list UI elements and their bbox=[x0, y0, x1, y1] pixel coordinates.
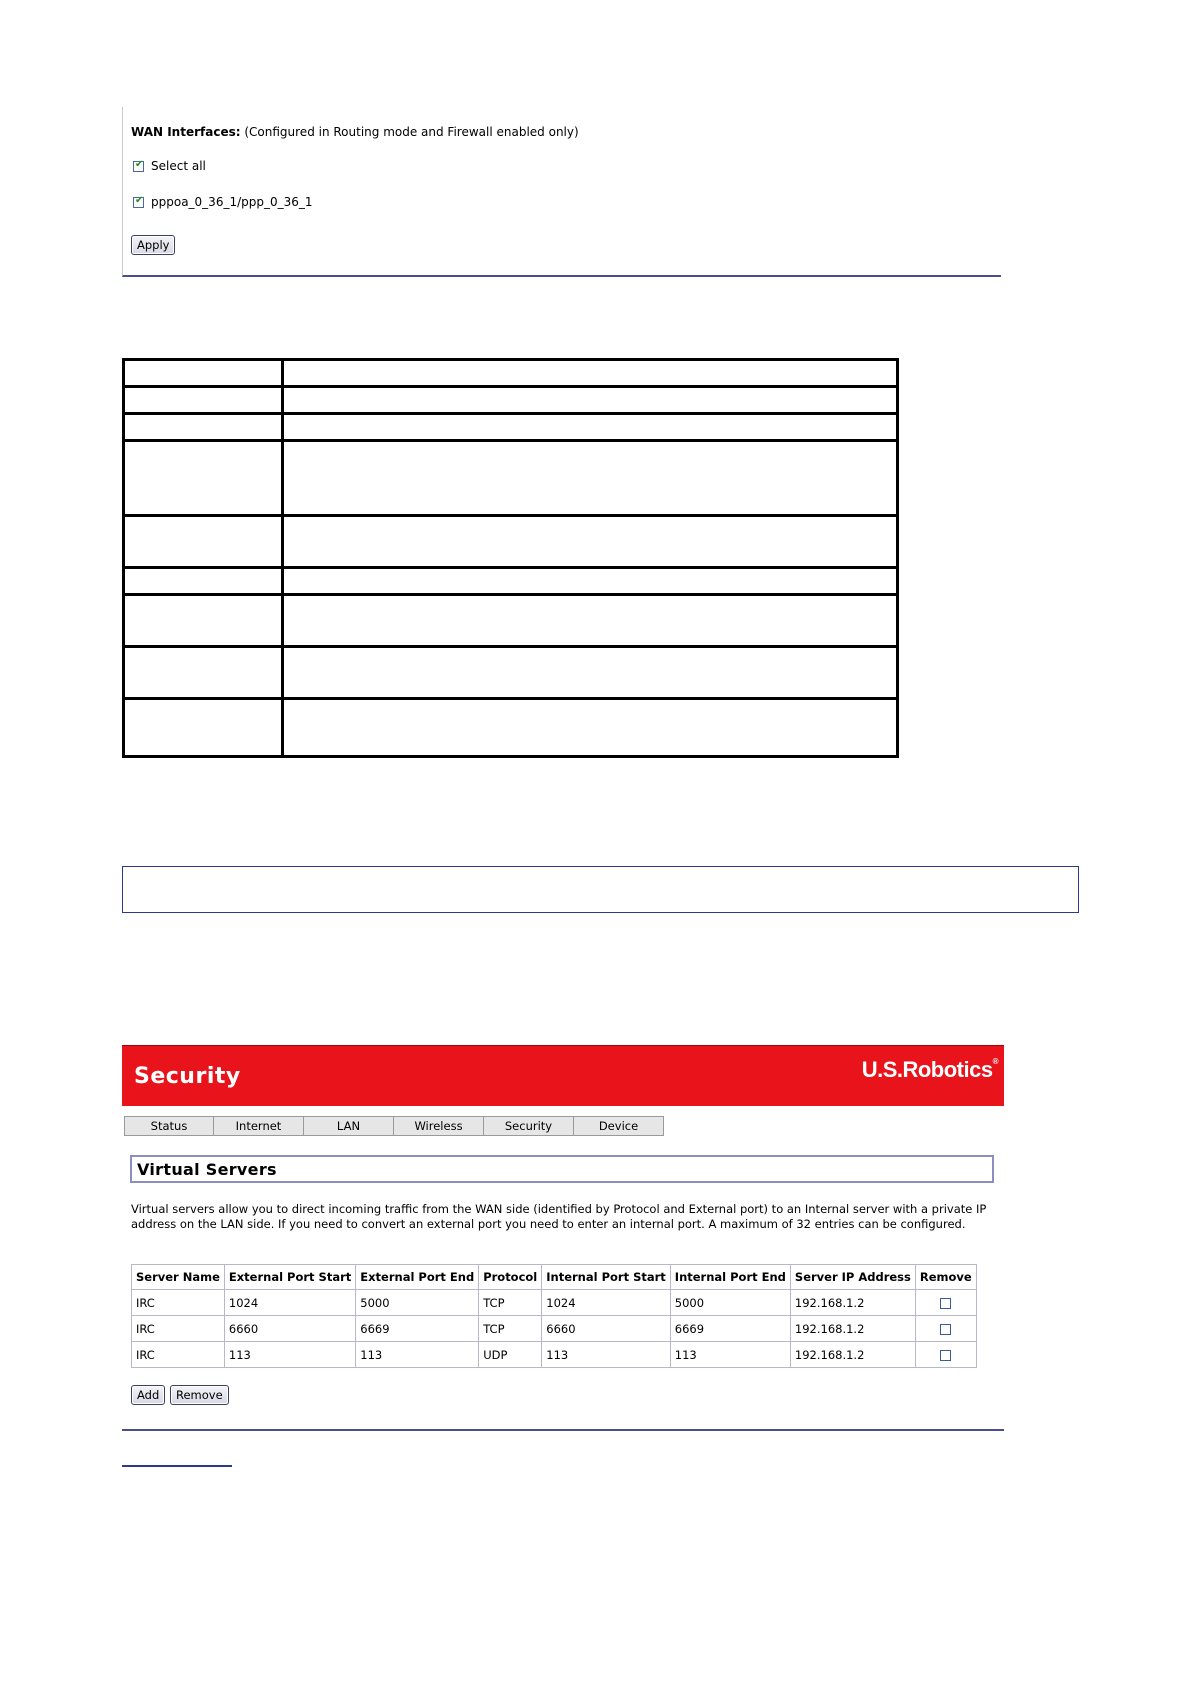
table-header-row bbox=[132, 1265, 977, 1290]
grid-row-divider bbox=[125, 697, 896, 700]
empty-table-grid bbox=[122, 358, 899, 758]
external-port-end-cell: 5000 bbox=[356, 1290, 479, 1316]
usrobotics-logo bbox=[862, 1057, 998, 1083]
server-name-cell: IRC bbox=[132, 1316, 225, 1342]
remove-checkbox[interactable] bbox=[940, 1350, 951, 1361]
column-header: Internal Port End bbox=[670, 1265, 790, 1290]
server-ip-cell: 192.168.1.2 bbox=[790, 1316, 915, 1342]
table-row bbox=[132, 1290, 977, 1316]
wan-interface-checkbox[interactable] bbox=[133, 197, 144, 208]
tab-internet[interactable]: Internet bbox=[214, 1116, 304, 1136]
external-port-start-cell: 1024 bbox=[224, 1290, 355, 1316]
grid-row-divider bbox=[125, 645, 896, 648]
protocol-cell: UDP bbox=[479, 1342, 542, 1368]
select-all-row bbox=[133, 159, 206, 173]
remove-checkbox[interactable] bbox=[940, 1324, 951, 1335]
wan-interfaces-heading-note: (Configured in Routing mode and Firewall enabled only) bbox=[240, 125, 579, 139]
note-box bbox=[122, 866, 1079, 913]
internal-port-start-cell: 113 bbox=[542, 1342, 671, 1368]
table-row bbox=[132, 1316, 977, 1342]
wan-interface-label: pppoa_0_36_1/ppp_0_36_1 bbox=[151, 195, 313, 209]
page-title-box bbox=[130, 1155, 994, 1183]
remove-cell bbox=[915, 1290, 976, 1316]
router-header-bar bbox=[122, 1045, 1004, 1106]
wan-interfaces-heading-label: WAN Interfaces: bbox=[131, 125, 241, 139]
wan-interfaces-panel bbox=[122, 107, 1001, 277]
select-all-label: Select all bbox=[151, 159, 206, 173]
server-ip-cell: 192.168.1.2 bbox=[790, 1342, 915, 1368]
column-header: Remove bbox=[915, 1265, 976, 1290]
internal-port-end-cell: 113 bbox=[670, 1342, 790, 1368]
grid-row-divider bbox=[125, 593, 896, 596]
apply-button[interactable]: Apply bbox=[131, 235, 175, 255]
grid-row-divider bbox=[125, 566, 896, 569]
column-header: Protocol bbox=[479, 1265, 542, 1290]
internal-port-end-cell: 6669 bbox=[670, 1316, 790, 1342]
internal-port-end-cell: 5000 bbox=[670, 1290, 790, 1316]
table-row bbox=[132, 1342, 977, 1368]
remove-button[interactable]: Remove bbox=[170, 1385, 229, 1405]
column-header: External Port Start bbox=[224, 1265, 355, 1290]
add-button[interactable]: Add bbox=[131, 1385, 165, 1405]
wan-interface-row bbox=[133, 195, 313, 209]
grid-row-divider bbox=[125, 514, 896, 517]
grid-row-divider bbox=[125, 385, 896, 388]
column-header: Internal Port Start bbox=[542, 1265, 671, 1290]
wan-interfaces-heading bbox=[131, 125, 579, 139]
column-header: External Port End bbox=[356, 1265, 479, 1290]
router-section-title: Security bbox=[134, 1064, 241, 1089]
virtual-servers-table bbox=[131, 1264, 977, 1368]
column-header: Server Name bbox=[132, 1265, 225, 1290]
server-name-cell: IRC bbox=[132, 1290, 225, 1316]
server-name-cell: IRC bbox=[132, 1342, 225, 1368]
server-ip-cell: 192.168.1.2 bbox=[790, 1290, 915, 1316]
select-all-checkbox[interactable] bbox=[133, 161, 144, 172]
protocol-cell: TCP bbox=[479, 1290, 542, 1316]
grid-row-divider bbox=[125, 439, 896, 442]
tab-device[interactable]: Device bbox=[574, 1116, 664, 1136]
protocol-cell: TCP bbox=[479, 1316, 542, 1342]
internal-port-start-cell: 1024 bbox=[542, 1290, 671, 1316]
column-header: Server IP Address bbox=[790, 1265, 915, 1290]
remove-cell bbox=[915, 1316, 976, 1342]
tab-wireless[interactable]: Wireless bbox=[394, 1116, 484, 1136]
page-description: Virtual servers allow you to direct incoming traffic from the WAN side (identified by Protocol and External port) to an Internal server with a private IP address on the LAN side. If you need to convert an external port you need to enter an internal port. A maximum of 32 entries can be configured. bbox=[131, 1202, 987, 1231]
page-title: Virtual Servers bbox=[137, 1160, 277, 1179]
grid-row-divider bbox=[125, 412, 896, 415]
tab-lan[interactable]: LAN bbox=[304, 1116, 394, 1136]
external-port-start-cell: 113 bbox=[224, 1342, 355, 1368]
external-port-end-cell: 6669 bbox=[356, 1316, 479, 1342]
grid-column-divider bbox=[281, 361, 284, 755]
internal-port-start-cell: 6660 bbox=[542, 1316, 671, 1342]
remove-cell bbox=[915, 1342, 976, 1368]
tab-security[interactable]: Security bbox=[484, 1116, 574, 1136]
usrobotics-logo-text: U.S.Robotics bbox=[861, 1057, 993, 1082]
external-port-start-cell: 6660 bbox=[224, 1316, 355, 1342]
link-underline[interactable] bbox=[122, 1465, 232, 1467]
remove-checkbox[interactable] bbox=[940, 1298, 951, 1309]
registered-mark: ® bbox=[992, 1057, 998, 1066]
router-nav-tabs bbox=[124, 1116, 664, 1136]
tab-status[interactable]: Status bbox=[124, 1116, 214, 1136]
router-security-page bbox=[122, 1045, 1004, 1431]
external-port-end-cell: 113 bbox=[356, 1342, 479, 1368]
